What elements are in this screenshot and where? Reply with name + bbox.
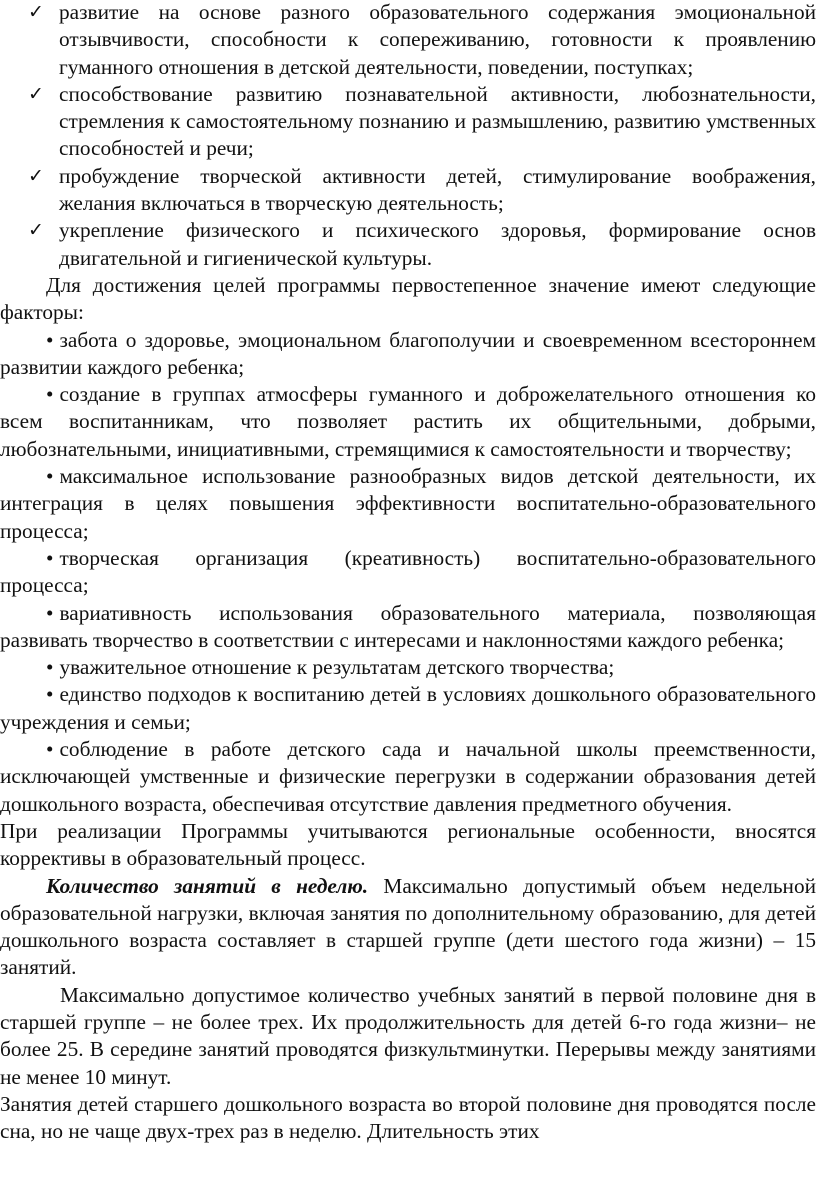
weekly-paragraph: Количество занятий в неделю. Максимально допустимый объем недельной образовательной нагрузки, включая занятия по дополнительному образованию, для детей дошкольного возраста составляет в старшей группе (дети шестого года жизни) – 15 занятий.: [0, 873, 816, 980]
list-item: ✓ развитие на основе разного образовательного содержания эмоциональной отзывчивости, способности к сопереживанию, готовности к проявлению гуманного отношения в детской деятельности, поведении, поступках;: [28, 0, 816, 79]
factor-item: • максимальное использование разнообразных видов детской деятельности, их интеграция в целях повышения эффективности воспитательно-образовательного процесса;: [0, 464, 816, 543]
checkmark-icon: ✓: [28, 82, 44, 105]
document-body: [0, 272, 816, 1146]
bullet-icon: •: [46, 600, 54, 625]
factor-item: • творческая организация (креативность) воспитательно-образовательного процесса;: [0, 545, 816, 598]
list-item: ✓ способствование развитию познавательной активности, любознательности, стремления к самостоятельному познанию и размышлению, развитию умственных способностей и речи;: [28, 81, 816, 161]
checkmark-icon: ✓: [28, 164, 44, 187]
factor-item: • уважительное отношение к результатам детского творчества;: [46, 655, 615, 680]
bullet-icon: •: [46, 464, 54, 489]
bullet-icon: •: [46, 737, 54, 762]
checkmark-icon: ✓: [28, 219, 44, 242]
factor-item: • создание в группах атмосферы гуманного и доброжелательного отношения ко всем воспитанникам, что позволяет растить их общительными, добрыми, любознательными, инициативными, стремящимися к самостоятельности и творчеству;: [0, 382, 816, 461]
factors-intro: Для достижения целей программы первостепенное значение имеют следующие факторы:: [0, 273, 816, 325]
regional-paragraph: При реализации Программы учитываются региональные особенности, вносятся коррективы в образовательный процесс.: [0, 818, 816, 871]
list-item: ✓ пробуждение творческой активности детей, стимулирование воображения, желания включаться в творческую деятельность;: [28, 163, 816, 216]
factor-item: • единство подходов к воспитанию детей в условиях дошкольного образовательного учреждения и семьи;: [0, 682, 816, 734]
goals-checklist: [0, 0, 816, 272]
factor-item: • забота о здоровье, эмоциональном благополучии и своевременном всестороннем развитии каждого ребенка;: [0, 327, 816, 379]
bullet-icon: •: [46, 545, 54, 570]
weekly-heading: Количество занятий в неделю.: [46, 873, 369, 898]
bullet-icon: •: [46, 382, 54, 407]
bullet-icon: •: [46, 682, 54, 707]
factor-item: • вариативность использования образовательного материала, позволяющая развивать творчество в соответствии с интересами и наклонностями каждого ребенка;: [0, 600, 816, 652]
checkmark-icon: ✓: [28, 1, 44, 23]
factor-item: • соблюдение в работе детского сада и начальной школы преемственности, исключающей умственные и физические перегрузки в содержании образования детей дошкольного возраста, обеспечивая отсутствие давления предметного обучения.: [0, 737, 816, 816]
afternoon-paragraph: Занятия детей старшего дошкольного возраста во второй половине дня проводятся после сна, но не чаще двух-трех раз в неделю. Длительность этих: [0, 1091, 816, 1144]
bullet-icon: •: [46, 327, 54, 352]
daily-paragraph: Максимально допустимое количество учебных занятий в первой половине дня в старшей группе – не более трех. Их продолжительность для детей 6-го года жизни– не более 25. В середине занятий проводятся физкультминутки. Перерывы между занятиями не менее 10 минут.: [0, 982, 816, 1089]
bullet-icon: •: [46, 655, 54, 680]
list-item: ✓ укрепление физического и психического здоровья, формирование основ двигательной и гигиенической культуры.: [28, 218, 816, 270]
